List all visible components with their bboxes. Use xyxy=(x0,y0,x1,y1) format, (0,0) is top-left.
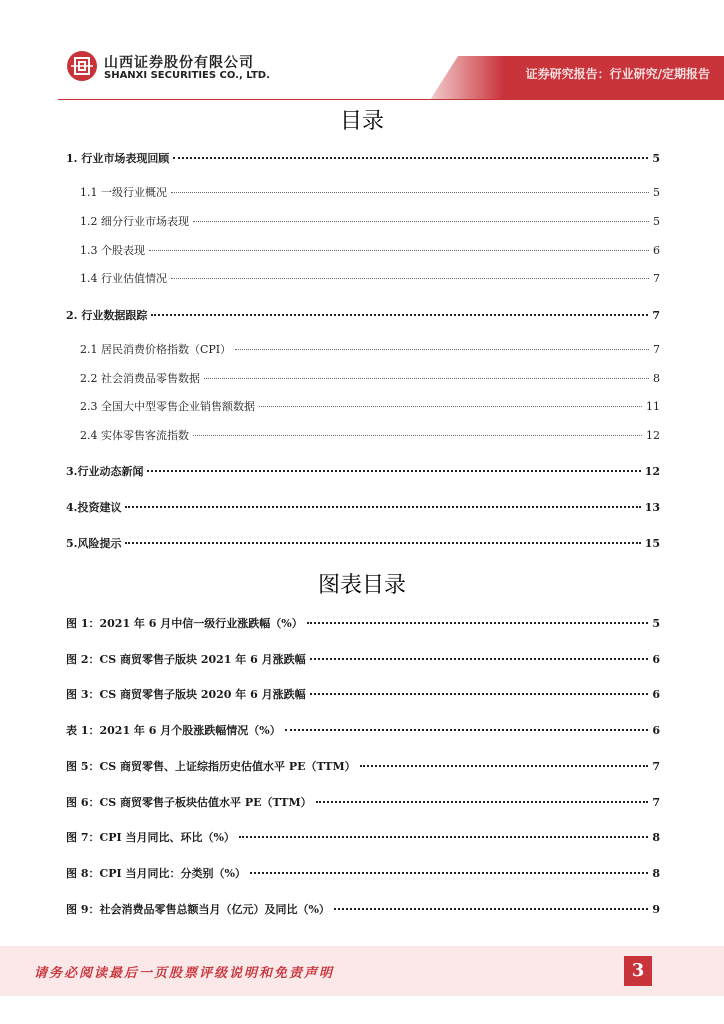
page-footer xyxy=(0,946,724,996)
toc-title: 目录 xyxy=(339,109,384,134)
figure-entry[interactable]: 表 1：2021 年 6 月个股涨跌幅情况（%） 6 xyxy=(66,724,660,737)
figure-entry[interactable]: 图 8：CPI 当月同比：分类别（%） 8 xyxy=(66,867,660,880)
toc-entry[interactable]: 2.1 居民消费价格指数（CPI） 7 xyxy=(80,343,660,356)
toc-entry[interactable]: 2.4 实体零售客流指数 12 xyxy=(80,429,660,442)
toc-entry[interactable]: 1.2 细分行业市场表现 5 xyxy=(80,215,660,228)
company-name-en: SHANXI SECURITIES CO., LTD. xyxy=(104,70,270,81)
figure-entry[interactable]: 图 1：2021 年 6 月中信一级行业涨跌幅（%） 5 xyxy=(66,617,660,630)
toc-entry[interactable]: 1.4 行业估值情况 7 xyxy=(80,272,660,285)
toc-entry[interactable]: 3.行业动态新闻 12 xyxy=(66,465,660,478)
figure-entry[interactable]: 图 9：社会消费品零售总额当月（亿元）及同比（%） 9 xyxy=(66,903,660,916)
toc-entry[interactable]: 1. 行业市场表现回顾 5 xyxy=(66,152,660,165)
company-logo-icon xyxy=(66,50,98,82)
page-number: 3 xyxy=(624,956,652,986)
figure-entry[interactable]: 图 3：CS 商贸零售子版块 2020 年 6 月涨跌幅 6 xyxy=(66,688,660,701)
toc-entry[interactable]: 1.3 个股表现 6 xyxy=(80,244,660,257)
figure-list-title: 图表目录 xyxy=(317,573,406,598)
toc-entry[interactable]: 2.2 社会消费品零售数据 8 xyxy=(80,372,660,385)
report-type-label: 证券研究报告：行业研究/定期报告 xyxy=(525,67,710,81)
toc-entry[interactable]: 5.风险提示 15 xyxy=(66,537,660,550)
toc-entry[interactable]: 2. 行业数据跟踪 7 xyxy=(66,309,660,322)
toc-entry[interactable]: 1.1 一级行业概况 5 xyxy=(80,186,660,199)
disclaimer-notice: 请务必阅读最后一页股票评级说明和免责声明 xyxy=(34,966,335,981)
figure-entry[interactable]: 图 6：CS 商贸零售子板块估值水平 PE（TTM） 7 xyxy=(66,796,660,809)
figure-entry[interactable]: 图 7：CPI 当月同比、环比（%） 8 xyxy=(66,831,660,844)
company-name-cn: 山西证券股份有限公司 xyxy=(104,55,254,71)
toc-entry[interactable]: 4.投资建议 13 xyxy=(66,501,660,514)
page-header xyxy=(0,0,724,100)
figure-entry[interactable]: 图 2：CS 商贸零售子版块 2021 年 6 月涨跌幅 6 xyxy=(66,653,660,666)
figure-entry[interactable]: 图 5：CS 商贸零售、上证综指历史估值水平 PE（TTM） 7 xyxy=(66,760,660,773)
toc-entry[interactable]: 2.3 全国大中型零售企业销售额数据 11 xyxy=(80,400,660,413)
header-divider xyxy=(58,99,724,100)
